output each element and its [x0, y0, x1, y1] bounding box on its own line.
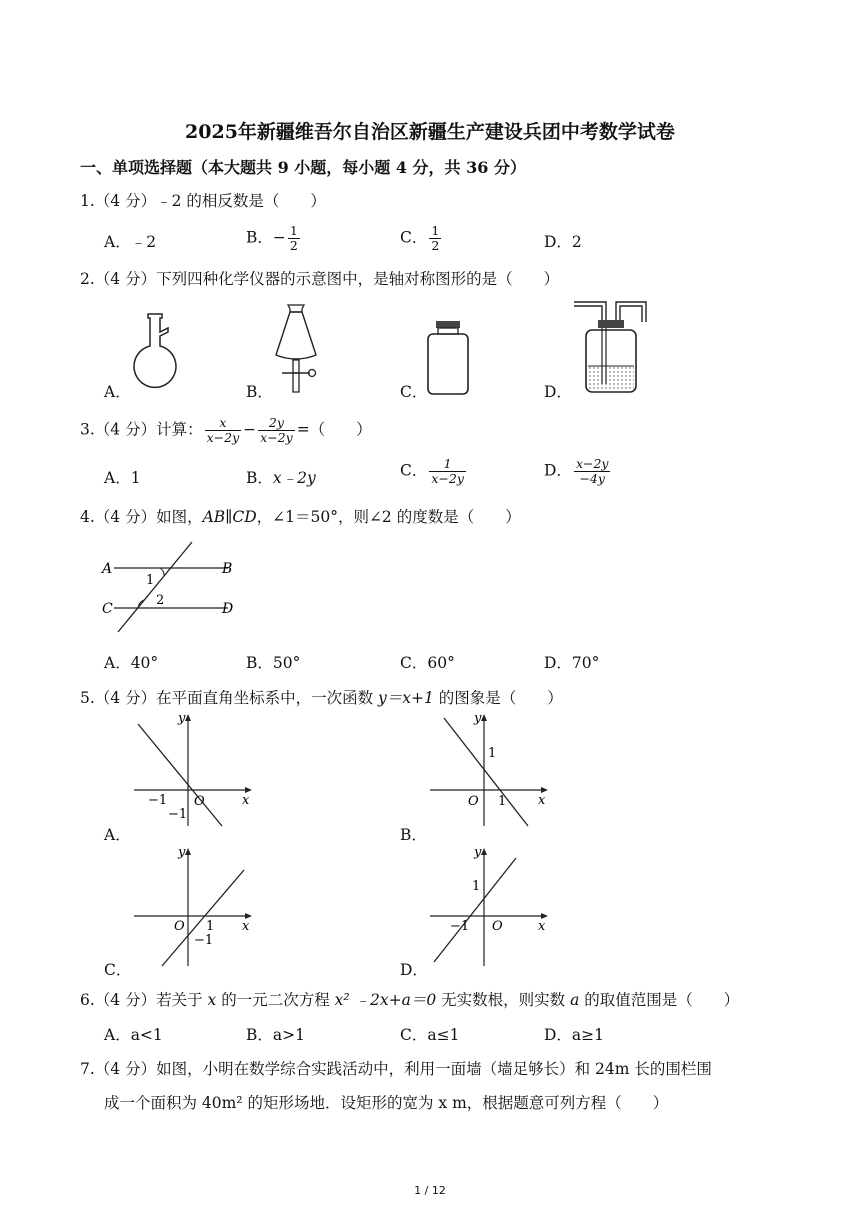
option-label: C． [400, 228, 428, 247]
y-axis-label: y [178, 845, 186, 860]
numerator: 1 [289, 223, 298, 238]
fraction [288, 224, 300, 253]
q3-option-b [246, 466, 316, 488]
label-a: A [102, 561, 113, 577]
fraction [258, 416, 295, 445]
question-7 [80, 1057, 712, 1079]
angle-2-label: 2 [156, 593, 165, 608]
intercept-label: −1 [194, 933, 214, 948]
option-label: B． [246, 228, 273, 247]
question-1 [80, 189, 326, 211]
option-label: D． [544, 461, 572, 480]
q6-option-b: B．a>1 [246, 1026, 305, 1044]
question-tail: =（ ） [296, 420, 372, 439]
denominator: 2 [289, 237, 298, 253]
y-axis-label: y [474, 845, 482, 860]
q5-option-d: D． [400, 961, 428, 979]
question-text: 计算： [156, 420, 203, 439]
label-b: B [222, 561, 233, 577]
q3-option-a: A．1 [104, 469, 141, 487]
intercept-label: −1 [148, 793, 168, 808]
q2-option-b: B． [246, 383, 273, 401]
intercept-label: −1 [450, 919, 470, 934]
q5-option-a: A． [104, 826, 131, 844]
question-text: 如图， [156, 508, 203, 526]
origin-label: O [174, 919, 185, 934]
intercept-label: 1 [206, 919, 215, 934]
graph-a [128, 710, 258, 830]
q1-option-c [400, 224, 443, 253]
intercept-label: 1 [472, 879, 481, 894]
q1-option-d: D．2 [544, 233, 582, 251]
fraction [205, 416, 242, 445]
intercept-label: −1 [168, 807, 188, 822]
denominator: 2 [431, 237, 440, 253]
question-2 [80, 267, 559, 289]
numerator: x [205, 416, 242, 431]
q4-option-a: A．40° [104, 654, 159, 672]
minus-sign: − [243, 420, 257, 439]
x-axis-label: x [242, 919, 250, 934]
function-expression: y＝x+1 [378, 689, 434, 707]
gas-washing-bottle-figure [572, 298, 652, 398]
question-text-rest: ，∠1＝50°，则∠2 的度数是（ ） [256, 508, 521, 526]
question-6 [80, 988, 739, 1010]
variable: x [207, 991, 217, 1009]
x-axis-label: x [538, 919, 546, 934]
parallel-statement: AB∥CD [202, 508, 257, 526]
origin-label: O [194, 794, 205, 809]
question-text: 如图，小明在数学综合实践活动中，利用一面墙（墙足够长）和 24m 长的围栏围 [156, 1060, 712, 1078]
q3-option-d [544, 457, 612, 486]
numerator: 1 [429, 457, 466, 472]
question-number: 3.（4 分） [80, 420, 157, 439]
angle-1-label: 1 [146, 573, 155, 588]
question-text: 的一元二次方程 [216, 991, 335, 1009]
question-text: 若关于 [156, 991, 208, 1009]
x-axis-label: x [242, 793, 250, 808]
question-4 [80, 505, 521, 527]
fraction [574, 457, 611, 486]
option-label: C． [400, 461, 428, 480]
option-expression: x﹣2y [272, 469, 316, 487]
question-text: 下列四种化学仪器的示意图中，是轴对称图形的是（ ） [156, 270, 560, 288]
q2-option-d: D． [544, 383, 572, 401]
q2-option-c: C． [400, 383, 428, 401]
question-number: 7.（4 分） [80, 1060, 157, 1078]
denominator: −4y [579, 470, 605, 486]
origin-label: O [468, 794, 479, 809]
q4-option-d: D．70° [544, 654, 600, 672]
question-5 [80, 686, 563, 708]
question-text: 无实数根，则实数 [436, 991, 571, 1009]
page-title: 2025年新疆维吾尔自治区新疆生产建设兵团中考数学试卷 [185, 121, 675, 143]
label-d: D [222, 601, 234, 617]
denominator: x−2y [431, 470, 464, 486]
q6-option-a: A．a<1 [104, 1026, 163, 1044]
section-heading: 一、单项选择题（本大题共 9 小题，每小题 4 分，共 36 分） [80, 158, 526, 177]
q4-option-b: B．50° [246, 654, 301, 672]
question-text-rest: 的图象是（ ） [433, 689, 563, 707]
question-text: ﹣2 的相反数是（ ） [156, 192, 326, 210]
equation: x² ﹣2x+a＝0 [334, 991, 437, 1009]
q3-option-c [400, 457, 468, 486]
separatory-funnel-figure [272, 303, 322, 395]
reagent-bottle-figure [426, 318, 472, 398]
question-text: 在平面直角坐标系中，一次函数 [156, 689, 379, 707]
question-number: 5.（4 分） [80, 689, 157, 707]
minus-sign: − [272, 228, 286, 247]
question-text: 的取值范围是（ ） [579, 991, 740, 1009]
round-bottom-flask-figure [128, 310, 178, 398]
question-number: 2.（4 分） [80, 270, 157, 288]
q5-option-c: C． [104, 961, 132, 979]
q2-option-a: A． [104, 383, 131, 401]
q1-option-a: A．﹣2 [104, 233, 157, 251]
question-number: 6.（4 分） [80, 991, 157, 1009]
numerator: 1 [431, 223, 440, 238]
intercept-label: 1 [488, 746, 497, 761]
y-axis-label: y [474, 711, 482, 726]
question-number: 4.（4 分） [80, 508, 157, 526]
graph-b [424, 710, 554, 830]
x-axis-label: x [538, 793, 546, 808]
option-label: B． [246, 469, 273, 487]
fraction [429, 457, 466, 486]
denominator: x−2y [260, 429, 293, 445]
numerator: x−2y [575, 456, 609, 471]
origin-label: O [492, 919, 503, 934]
q1-option-b [246, 224, 302, 253]
fraction [429, 224, 441, 253]
parallel-lines-figure [98, 540, 238, 636]
variable: a [570, 991, 580, 1009]
label-c: C [102, 601, 113, 617]
y-axis-label: y [178, 711, 186, 726]
intercept-label: 1 [498, 794, 507, 809]
q5-option-b: B． [400, 826, 427, 844]
question-number: 1.（4 分） [80, 192, 157, 210]
question-3 [80, 416, 372, 445]
question-7-line-2: 成一个面积为 40m² 的矩形场地．设矩形的宽为 x m，根据题意可列方程（ ） [104, 1094, 669, 1112]
graph-d [424, 844, 554, 970]
numerator: 2y [258, 416, 295, 431]
denominator: x−2y [206, 429, 240, 445]
q4-option-c: C．60° [400, 654, 455, 672]
q6-option-c: C．a≤1 [400, 1026, 460, 1044]
graph-c [128, 844, 258, 970]
q6-option-d: D．a≥1 [544, 1026, 605, 1044]
page-number: 1 / 12 [414, 1184, 446, 1197]
